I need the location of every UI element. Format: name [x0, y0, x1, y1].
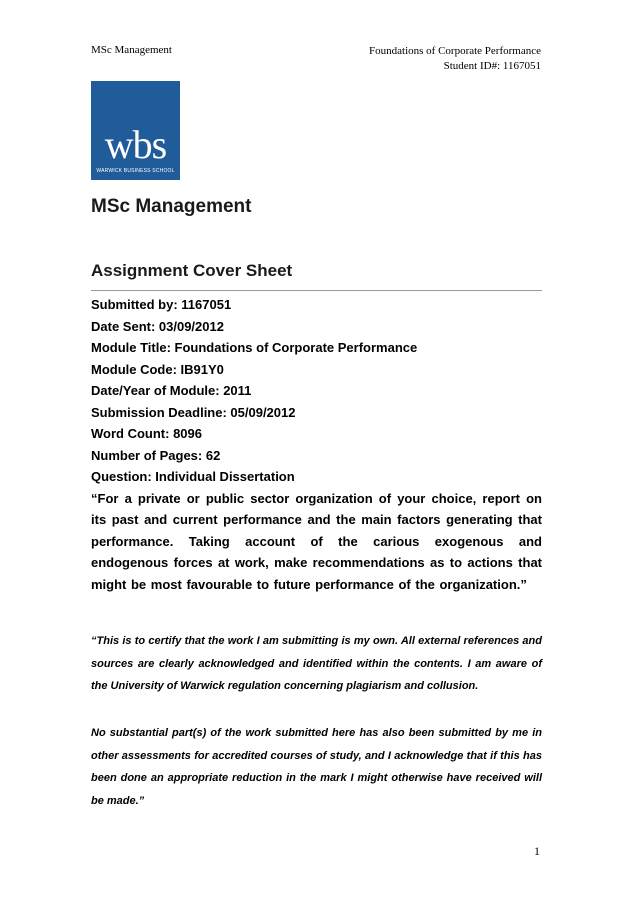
- program-title: MSc Management: [91, 196, 252, 217]
- detail-submitted-by: Submitted by: 1167051: [91, 297, 232, 312]
- header-module-title: Foundations of Corporate Performance: [369, 45, 541, 57]
- detail-deadline: Submission Deadline: 05/09/2012: [91, 404, 296, 420]
- detail-module-code: Module Code: IB91Y0: [91, 361, 224, 377]
- detail-question: Question: Individual Dissertation: [91, 469, 295, 484]
- declaration-paragraph-1: “This is to certify that the work I am submitting is my own. All external references and sources are clearly acknowledged and identified within the contents. I am aware of the University of Warwick regulation concerning plagiarism and collusion.: [91, 635, 542, 692]
- declaration-paragraph-2: No substantial part(s) of the work submitted here has also been submitted by me in other assessments for accredited courses of study, and I acknowledge that if this has been done an appropriate reduction in the mark I might otherwise have received will be made.”: [91, 727, 542, 807]
- logo-subtitle: WARWICK BUSINESS SCHOOL: [96, 168, 175, 174]
- sheet-title: Assignment Cover Sheet: [91, 261, 293, 280]
- logo-letters: wbs: [104, 122, 167, 167]
- assignment-details: [91, 294, 542, 595]
- header-left: MSc Management: [91, 44, 172, 56]
- detail-module-title: Module Title: Foundations of Corporate Performance: [91, 340, 418, 355]
- header-right: [369, 44, 541, 74]
- detail-module-year: Date/Year of Module: 2011: [91, 383, 252, 398]
- detail-page-count: Number of Pages: 62: [91, 447, 221, 463]
- detail-word-count: Word Count: 8096: [91, 426, 202, 441]
- title-divider: [91, 290, 542, 291]
- detail-date-sent: Date Sent: 03/09/2012: [91, 318, 224, 334]
- question-text: “For a private or public sector organization of your choice, report on its past and current performance and the main factors generating that performance. Taking account of the carious exogenous and endogenous forces at work, make recommendations as to actions that might be most favourable to future performance of the organization.”: [91, 490, 542, 592]
- page-number: 1: [534, 844, 540, 858]
- header-student-id: Student ID#: 1167051: [443, 60, 541, 72]
- wbs-logo: [91, 81, 180, 180]
